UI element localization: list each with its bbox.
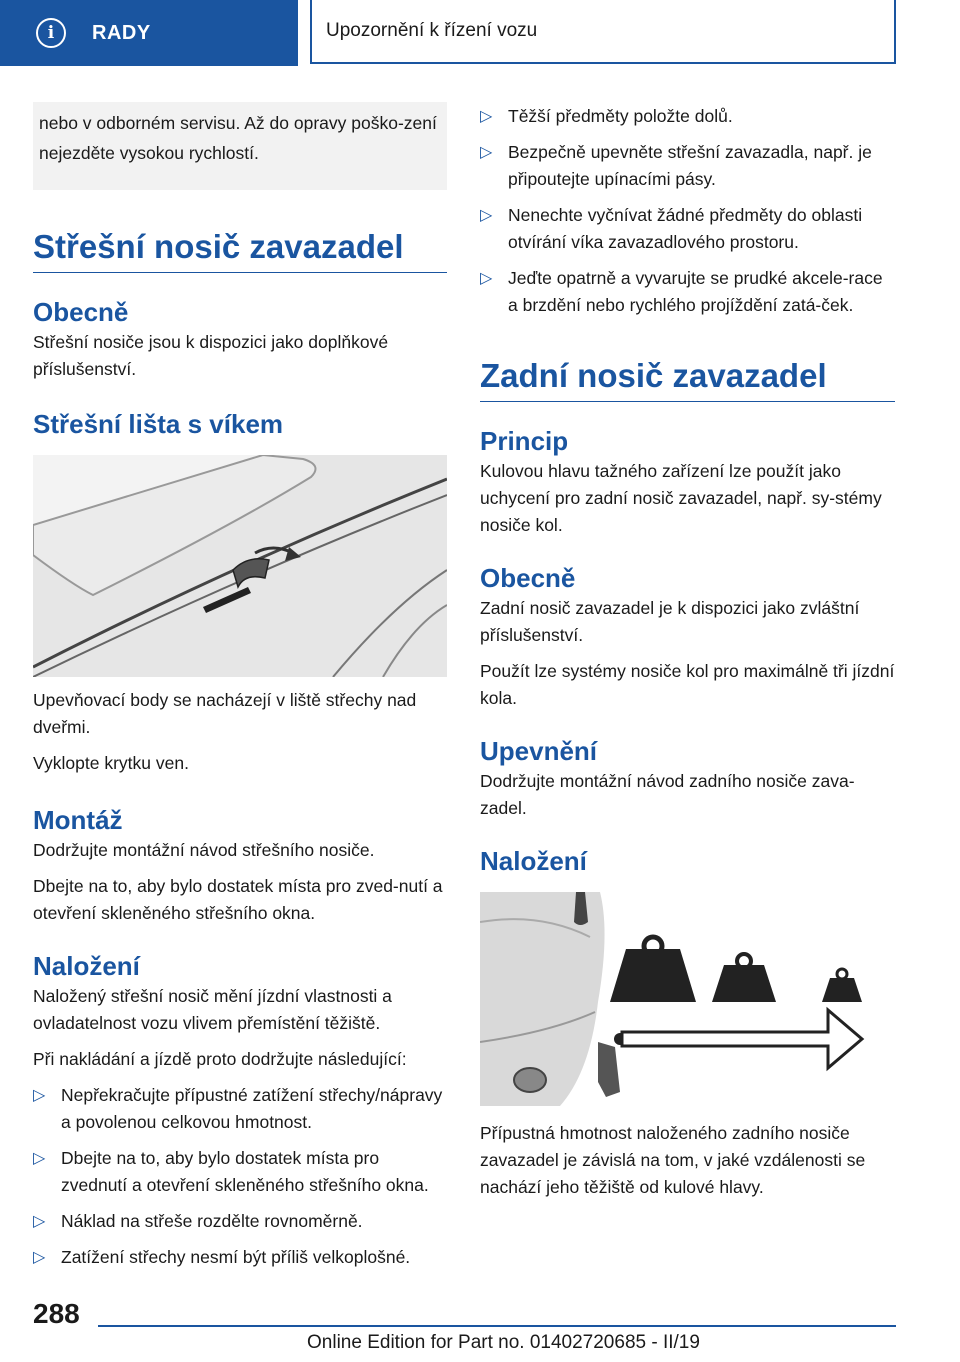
header-section-label: RADY xyxy=(92,21,151,44)
header-title: Upozornění k řízení vozu xyxy=(326,20,538,41)
heading-nalozeni: Naložení xyxy=(33,951,140,981)
header-title-box xyxy=(310,0,896,64)
paragraph-obecne: Střešní nosiče jsou k dispozici jako doplňkové příslušenství. xyxy=(33,332,389,379)
paragraph-lista-2: Vyklopte krytku ven. xyxy=(33,753,189,773)
list-item: ▷ Bezpečně upevněte střešní zavazadla, např. je připoutejte upínacími pásy. xyxy=(480,139,895,193)
heading-obecne: Obecně xyxy=(33,297,129,327)
bullet-triangle-icon: ▷ xyxy=(33,1087,46,1104)
paragraph-obecne-rear-1: Zadní nosič zavazadel je k dispozici jako zvláštní příslušenství. xyxy=(480,598,860,645)
bullet-triangle-icon: ▷ xyxy=(480,207,493,224)
footer-edition: Online Edition for Part no. 01402720685 - II/19 xyxy=(307,1332,700,1353)
list-item: ▷ Jeďte opatrně a vyvarujte se prudké akcele‐race a brzdění nebo rychlého projíždění zatá‐ček. xyxy=(480,265,895,319)
info-icon: i xyxy=(36,18,66,48)
list-item: ▷ Zatížení střechy nesmí být příliš velkoplošné. xyxy=(33,1244,447,1271)
bullet-triangle-icon: ▷ xyxy=(33,1249,46,1266)
note-box xyxy=(33,102,447,190)
page-number: 288 xyxy=(33,1298,80,1329)
list-item: ▷ Nepřekračujte přípustné zatížení střechy/nápravy a povolenou celkovou hmotnost. xyxy=(33,1082,447,1136)
paragraph-obecne-rear-2: Použít lze systémy nosiče kol pro maximálně tři jízdní kola. xyxy=(480,661,895,708)
left-column xyxy=(33,100,447,1271)
heading-upevneni: Upevnění xyxy=(480,736,598,766)
paragraph-nalozeni-1: Naložený střešní nosič mění jízdní vlastnosti a ovladatelnost vozu vlivem přemístění těžiště. xyxy=(33,986,392,1033)
towbar-load-illustration xyxy=(480,892,895,1106)
heading-lista: Střešní lišta s víkem xyxy=(33,409,284,439)
right-column xyxy=(480,100,895,1201)
paragraph-nalozeni-rear: Přípustná hmotnost naloženého zadního nosiče zavazadel je závislá na tom, v jaké vzdálenosti se nachází jeho těžiště od kulové hlavy. xyxy=(480,1123,866,1197)
heading-princip: Princip xyxy=(480,426,569,456)
roof-rail-illustration xyxy=(33,455,447,677)
towbar-load-drawing xyxy=(480,892,895,1106)
note-text: nebo v odborném servisu. Až do opravy poško‐zení nejezděte vysokou rychlostí. xyxy=(39,113,437,163)
paragraph-lista-1: Upevňovací body se nacházejí v liště střechy nad dveřmi. xyxy=(33,690,417,737)
bullet-triangle-icon: ▷ xyxy=(33,1213,46,1230)
list-item: ▷ Dbejte na to, aby bylo dostatek místa pro zvednutí a otevření skleněného střešního okna. xyxy=(33,1145,447,1199)
paragraph-princip: Kulovou hlavu tažného zařízení lze použít jako uchycení pro zadní nosič zavazadel, např. sy‐stémy nosiče kol. xyxy=(480,461,882,535)
bullet-triangle-icon: ▷ xyxy=(480,270,493,287)
footer-divider xyxy=(98,1325,896,1327)
heading-montaz: Montáž xyxy=(33,805,123,835)
list-item: ▷ Nenechte vyčnívat žádné předměty do oblasti otvírání víka zavazadlového prostoru. xyxy=(480,202,895,256)
section-title-roof-rack: Střešní nosič zavazadel xyxy=(33,228,447,273)
list-item: ▷ Těžší předměty položte dolů. xyxy=(480,103,895,130)
bullet-triangle-icon: ▷ xyxy=(480,144,493,161)
list-item: ▷ Náklad na střeše rozdělte rovnoměrně. xyxy=(33,1208,447,1235)
heading-obecne-rear: Obecně xyxy=(480,563,576,593)
paragraph-upevneni: Dodržujte montážní návod zadního nosiče zava‐zadel. xyxy=(480,771,855,818)
header-section-tab xyxy=(0,0,298,66)
heading-nalozeni-rear: Naložení xyxy=(480,846,587,876)
paragraph-montaz-1: Dodržujte montážní návod střešního nosiče. xyxy=(33,840,375,860)
paragraph-nalozeni-2: Při nakládání a jízdě proto dodržujte následující: xyxy=(33,1049,407,1069)
bullet-triangle-icon: ▷ xyxy=(480,108,493,125)
section-title-rear-rack: Zadní nosič zavazadel xyxy=(480,357,895,402)
roof-rail-drawing xyxy=(33,455,447,677)
bullet-triangle-icon: ▷ xyxy=(33,1150,46,1167)
paragraph-montaz-2: Dbejte na to, aby bylo dostatek místa pro zved‐nutí a otevření skleněného střešního okna. xyxy=(33,876,443,923)
